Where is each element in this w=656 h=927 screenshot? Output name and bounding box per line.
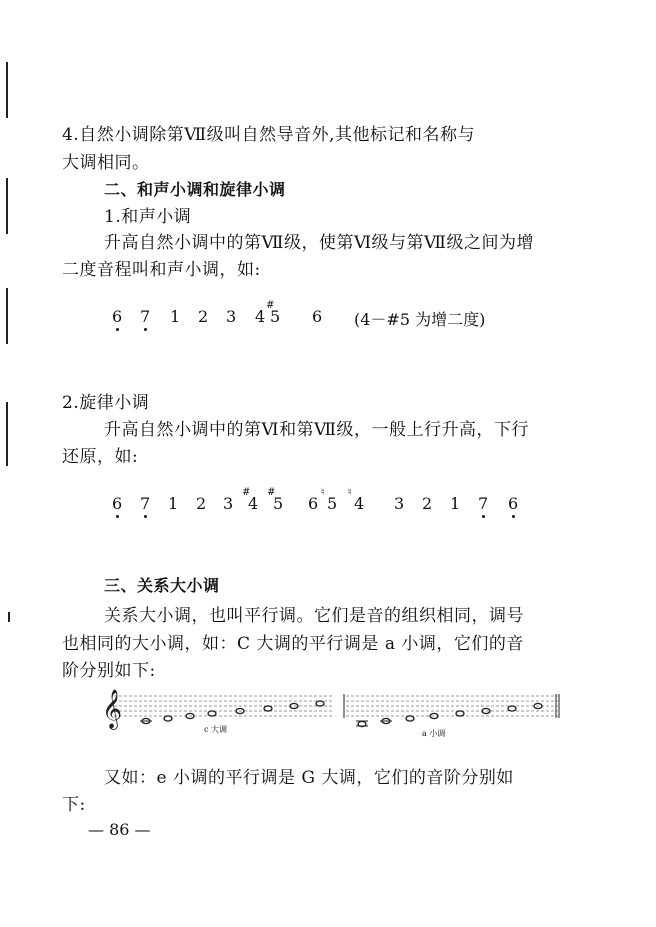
note: 4: [255, 307, 266, 326]
note: 6: [112, 494, 122, 513]
subsection-title-harmonic: 1.和声小调: [104, 207, 192, 227]
note: 1: [450, 494, 461, 513]
interval-note: (4－#5 为增二度): [354, 310, 486, 329]
scale-staff-notation: [100, 688, 580, 738]
note: 3: [226, 307, 237, 326]
note: 7: [140, 307, 150, 326]
note: 6: [112, 307, 122, 326]
item4-line2: 大调相同。: [62, 153, 150, 173]
note: 6: [312, 307, 323, 326]
melodic-line1: 升高自然小调中的第Ⅵ和第Ⅶ级，一般上行升高，下行: [104, 420, 530, 440]
relative-line1: 关系大小调，也叫平行调。它们是音的组织相同，调号: [104, 606, 524, 626]
note: # 4: [242, 487, 259, 513]
note: # 5: [266, 300, 281, 326]
page-number: — 86 —: [88, 820, 151, 839]
note: # 5: [267, 487, 284, 513]
harmonic-line1: 升高自然小调中的第Ⅶ级，使第Ⅵ级与第Ⅶ级之间为增: [104, 233, 534, 253]
note: 2: [198, 307, 209, 326]
note: 1: [170, 307, 181, 326]
subsection-title-melodic: 2.旋律小调: [62, 393, 150, 413]
item4-line1: 4.自然小调除第Ⅶ级叫自然导音外,其他标记和名称与: [62, 125, 476, 145]
note: 3: [394, 494, 405, 513]
scan-edge-mark: [6, 288, 8, 344]
staff-caption-major: c 大调: [204, 725, 228, 734]
staff-caption-minor: a 小调: [422, 729, 446, 738]
relative-line2: 也相同的大小调，如：C 大调的平行调是 a 小调，它们的音: [62, 634, 524, 654]
note: 3: [223, 494, 234, 513]
section-heading-harmonic-melodic: 二、和声小调和旋律小调: [104, 180, 286, 199]
note: 2: [422, 494, 433, 513]
harmonic-line2: 二度音程叫和声小调，如:: [62, 260, 261, 280]
melodic-line2: 还原，如:: [62, 447, 139, 467]
scan-edge-mark: [8, 612, 10, 622]
harmonic-notation: [112, 300, 532, 335]
note: 6: [308, 494, 319, 513]
staff-svg: [100, 688, 580, 738]
scan-edge-mark: [6, 178, 8, 234]
note: 7: [478, 494, 488, 513]
svg-text:𝄞: 𝄞: [102, 689, 123, 729]
relative-line4: 又如：e 小调的平行调是 G 大调，它们的音阶分别如: [104, 768, 514, 788]
melodic-notation: [112, 487, 532, 522]
relative-line3: 阶分别如下:: [62, 661, 156, 681]
note: 7: [140, 494, 150, 513]
note: ♮ 4: [348, 487, 365, 513]
note: ♮ 5: [321, 487, 338, 513]
scan-edge-mark: [6, 402, 8, 466]
section-heading-relative-keys: 三、关系大小调: [104, 576, 220, 595]
relative-line5: 下:: [62, 795, 86, 815]
note: 1: [168, 494, 179, 513]
note: 6: [508, 494, 518, 513]
note: 2: [196, 494, 207, 513]
scan-edge-mark: [6, 62, 8, 118]
